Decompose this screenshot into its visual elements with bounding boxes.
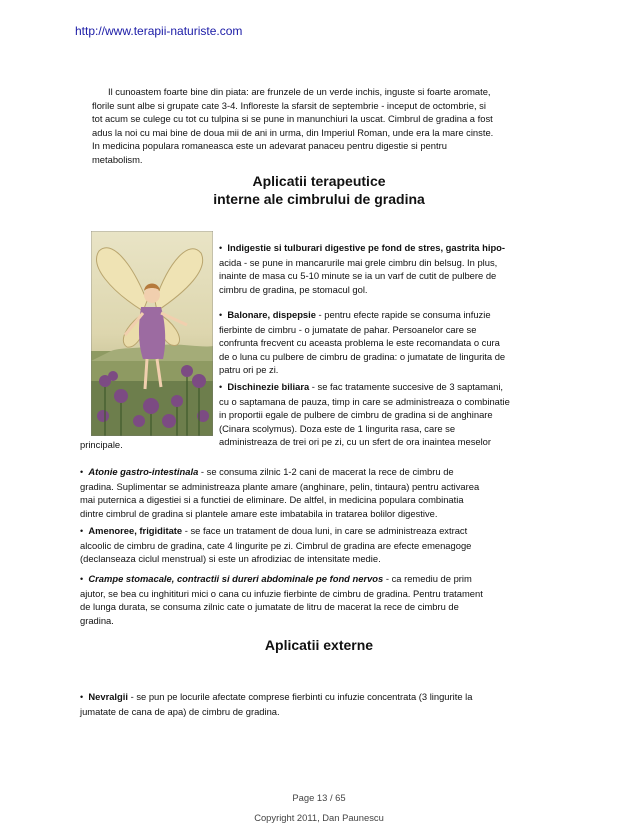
bullet-title: Amenoree, frigiditate — [88, 525, 183, 536]
bullet-line: patru ori pe zi. — [219, 364, 279, 376]
list-item — [80, 465, 560, 520]
bullet-dot-icon: • — [80, 467, 84, 477]
site-link[interactable]: http://www.terapii-naturiste.com — [75, 24, 243, 38]
copyright: Copyright 2011, Dan Paunescu — [254, 812, 384, 823]
bullet-text: - pentru efecte rapide se consuma infuzie — [315, 309, 491, 320]
bullet-line: gradina. Suplimentar se administreaza plante amare (anghinare, pelin, tintaura) pentru activarea — [80, 480, 480, 492]
bullet-line: confrunta frecvent cu aceasta problema le este recomandata o cura — [219, 337, 500, 349]
bullet-line: de lunga durata, se consuma zilnic cate o jumatate de litru de macerat la rece de cimbru de — [80, 601, 459, 613]
section-title-external: Aplicatii externe — [264, 637, 374, 653]
intro-line: tot acum se culege cu tot cu tulpina si se pune in manunchiuri la uscat. Cimbrul de gradina a fost — [92, 113, 493, 125]
bullet-line: (declanseaza ciclul menstrual) si este un afrodiziac de intensitate medie. — [80, 553, 381, 565]
bullet-title: Dischinezie biliara — [227, 381, 310, 392]
bullet-dot-icon: • — [219, 243, 223, 253]
list-item — [219, 308, 559, 377]
bullet-line: administreaza de trei ori pe zi, cu un sfert de ora inaintea meselor — [219, 436, 492, 448]
bullet-line: ajutor, se bea cu inghitituri mici o cana cu infuzie fierbinte de cimbru de gradina. Pentru tratament — [80, 587, 483, 599]
list-item — [80, 572, 560, 627]
bullet-title: Indigestie si tulburari digestive pe fond de stres, gastrita hipo- — [227, 242, 506, 253]
bullet-line: jumatate de cana de apa) de cimbru de gradina. — [80, 705, 280, 717]
list-item — [80, 524, 560, 566]
intro-line: florile sunt albe si grupate cate 3-4. Infloreste la sfarsit de septembrie - inceput de octombrie, si — [92, 99, 486, 111]
bullet-dot-icon: • — [219, 382, 223, 392]
intro-line: metabolism. — [92, 153, 143, 165]
bullet-line: alcoolic de cimbru de gradina, cate 4 lingurite pe zi. Cimbrul de gradina are efecte emenagoge — [80, 539, 472, 551]
intro-line: Il cunoastem foarte bine din piata: are frunzele de un verde inchis, inguste si foarte aromate, — [108, 86, 491, 97]
bullet-text: - se consuma zilnic 1-2 cani de macerat la rece de cimbru de — [198, 466, 454, 477]
bullet-line: in proportii egale de pulbere de cimbru de gradina si de anghinare — [219, 409, 493, 421]
bullet-line: inainte de masa cu 5-10 minute se ia un varf de cutit de pulbere de — [219, 270, 497, 282]
bullet-continuation: principale. — [80, 439, 123, 450]
section-title-internal-line2: interne ale cimbrului de gradina — [213, 191, 425, 207]
bullet-title: Balonare, dispepsie — [227, 309, 316, 320]
fairy-illustration — [91, 231, 213, 436]
bullet-line: mai puternica a digestiei si a functiei de eliminare. De altfel, in medicina populara combinatia — [80, 494, 464, 506]
bullet-line: (Cinara scolymus). Doza este de 1 lingurita rasa, care se — [219, 422, 456, 434]
bullet-title: Crampe stomacale, contractii si dureri abdominale pe fond nervos — [88, 573, 384, 584]
section-title-internal-line1: Aplicatii terapeutice — [252, 173, 386, 189]
bullet-line: cu o saptamana de pauza, timp in care se administreaza o combinatie — [219, 395, 510, 407]
bullet-text: - se fac tratamente succesive de 3 saptamani, — [309, 381, 504, 392]
bullet-text: - se face un tratament de doua luni, in care se administreaza extract — [182, 525, 468, 536]
list-item — [219, 380, 559, 449]
bullet-dot-icon: • — [219, 310, 223, 320]
intro-paragraph — [80, 85, 550, 167]
list-item — [80, 690, 560, 718]
bullet-line: dintre cimbrul de gradina si plantele amare este imbatabila in tratarea bolilor digestive. — [80, 507, 438, 519]
bullet-dot-icon: • — [80, 692, 84, 702]
page-number: Page 13 / 65 — [292, 792, 346, 803]
bullet-line: acida - se pune in mancarurile mai grele cimbru din belsug. In plus, — [219, 256, 498, 268]
bullet-title: Nevralgii — [88, 691, 128, 702]
bullet-line: fierbinte de cimbru - o jumatate de pahar. Persoanelor care se — [219, 323, 477, 335]
bullet-text: - ca remediu de prim — [383, 573, 472, 584]
list-item — [219, 241, 559, 296]
bullet-line: de o luna cu pulbere de cimbru de gradina: o jumatate de lingurita de — [219, 350, 506, 362]
intro-line: In medicina populara romaneasca este un adevarat panaceu pentru digestie si pentru — [92, 140, 447, 152]
bullet-dot-icon: • — [80, 526, 84, 536]
bullet-line: cimbru de gradina, pe stomacul gol. — [219, 283, 368, 295]
bullet-dot-icon: • — [80, 574, 84, 584]
intro-line: adus la noi cu mai bine de doua mii de ani in urma, din Imperiul Roman, unde era la mare cinste. — [92, 126, 494, 138]
bullet-title: Atonie gastro-intestinala — [88, 466, 199, 477]
bullet-text: - se pun pe locurile afectate comprese fierbinti cu infuzie concentrata (3 lingurite la — [127, 691, 473, 702]
bullet-line: gradina. — [80, 614, 114, 626]
